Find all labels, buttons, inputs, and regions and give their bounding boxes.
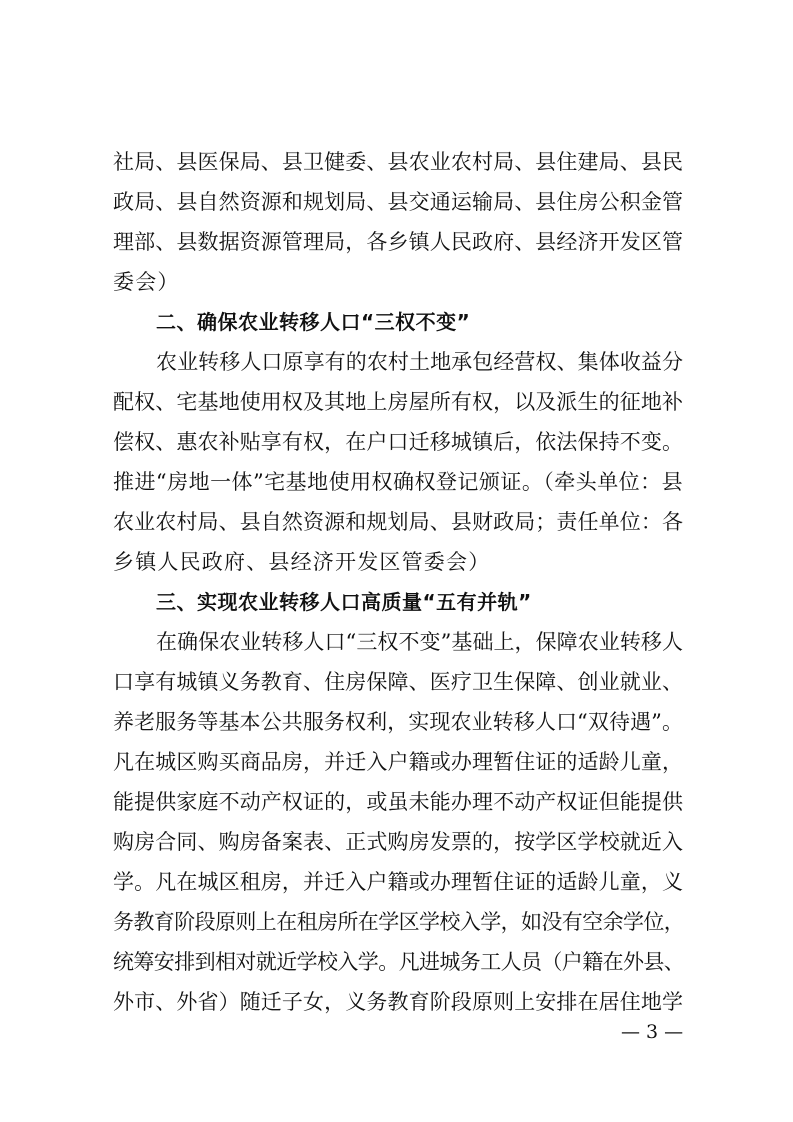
body-text-line: 政局、县自然资源和规划局、县交通运输局、县住房公积金管 bbox=[113, 190, 683, 214]
body-text-line: 购房合同、购房备案表、正式购房发票的，按学区学校就近入 bbox=[113, 830, 683, 854]
body-text-line: 统筹安排到相对就近学校入学。凡进城务工人员（户籍在外县、 bbox=[113, 950, 685, 974]
page-number: — 3 — bbox=[621, 1021, 684, 1043]
body-text-line: 在确保农业转移人口“三权不变”基础上，保障农业转移人 bbox=[156, 630, 683, 654]
body-text-line: 学。凡在城区租房，并迁入户籍或办理暂住证的适龄儿童，义 bbox=[113, 870, 683, 894]
section-heading: 二、确保农业转移人口“三权不变” bbox=[156, 310, 471, 334]
body-text-line: 理部、县数据资源管理局，各乡镇人民政府、县经济开发区管 bbox=[113, 230, 683, 254]
body-text-line: 偿权、惠农补贴享有权，在户口迁移城镇后，依法保持不变。 bbox=[113, 430, 683, 454]
body-text-line: 外市、外省）随迁子女，义务教育阶段原则上安排在居住地学 bbox=[113, 990, 683, 1014]
body-text-line: 养老服务等基本公共服务权利，实现农业转移人口“双待遇”。 bbox=[113, 710, 683, 734]
section-heading: 三、实现农业转移人口高质量“五有并轨” bbox=[156, 590, 532, 614]
body-text-line: 社局、县医保局、县卫健委、县农业农村局、县住建局、县民 bbox=[113, 150, 683, 174]
body-text-line: 委会） bbox=[113, 270, 180, 294]
body-text-line: 务教育阶段原则上在租房所在学区学校入学，如没有空余学位， bbox=[113, 910, 685, 934]
body-text-line: 口享有城镇义务教育、住房保障、医疗卫生保障、创业就业、 bbox=[113, 670, 683, 694]
body-text-line: 配权、宅基地使用权及其地上房屋所有权，以及派生的征地补 bbox=[113, 390, 683, 414]
body-text-line: 推进“房地一体”宅基地使用权确权登记颁证。（牵头单位：县 bbox=[113, 470, 683, 494]
body-text-line: 农业转移人口原享有的农村土地承包经营权、集体收益分 bbox=[156, 350, 683, 374]
body-text-line: 能提供家庭不动产权证的，或虽未能办理不动产权证但能提供 bbox=[113, 790, 683, 814]
body-text-line: 农业农村局、县自然资源和规划局、县财政局；责任单位：各 bbox=[113, 510, 683, 534]
body-text-line: 乡镇人民政府、县经济开发区管委会） bbox=[113, 550, 491, 574]
body-text-line: 凡在城区购买商品房，并迁入户籍或办理暂住证的适龄儿童， bbox=[113, 750, 683, 774]
